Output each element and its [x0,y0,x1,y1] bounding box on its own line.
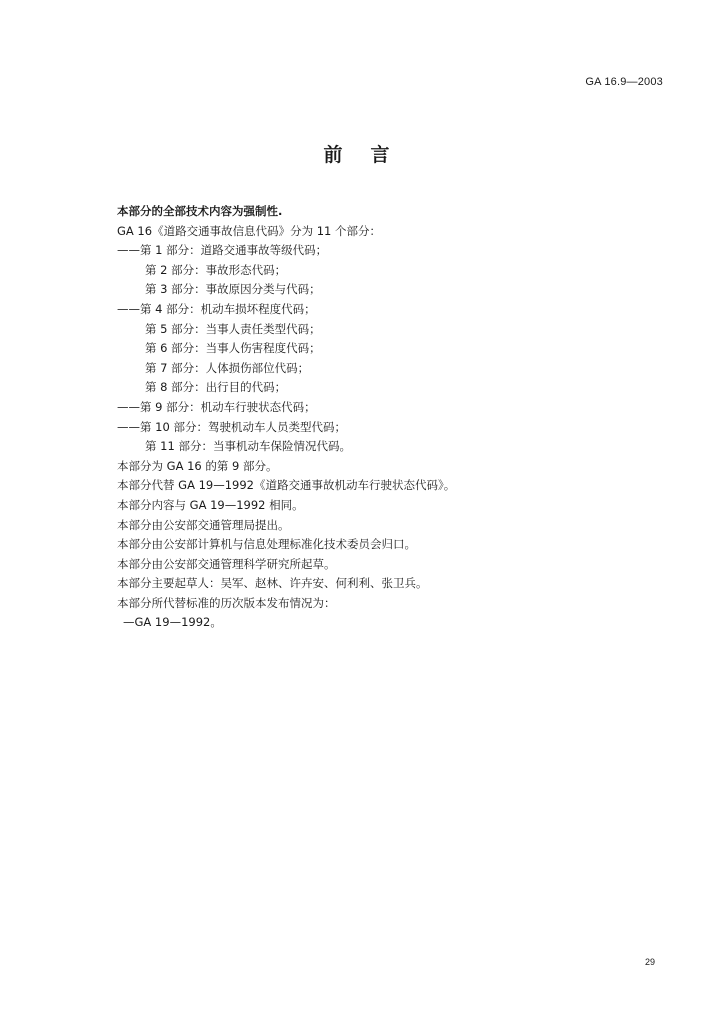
paragraph-line: 本部分由公安部计算机与信息处理标准化技术委员会归口。 [117,537,416,552]
page-title: 前言 [323,144,418,166]
paragraph-line: 本部分代替 GA 19—1992《道路交通事故机动车行驶状态代码》。 [117,478,456,493]
list-item: —GA 19—1992。 [123,615,222,630]
list-item: 第 7 部分：人体损伤部位代码； [145,360,310,375]
paragraph-line: 本部分为 GA 16 的第 9 部分。 [117,458,278,473]
paragraph-line: 本部分主要起草人：吴军、赵林、许卉安、何利利、张卫兵。 [117,576,428,591]
paragraph-line: 本部分由公安部交通管理科学研究所起草。 [117,556,336,571]
page-number: 29 [644,957,655,967]
standard-code: GA 16.9—2003 [585,76,663,88]
paragraph-line: 本部分内容与 GA 19—1992 相同。 [117,497,304,512]
list-item: 第 6 部分：当事人伤害程度代码； [145,341,321,356]
list-item: 第 5 部分：当事人责任类型代码； [145,321,321,336]
paragraph-line: GA 16《道路交通事故信息代码》分为 11 个部分： [117,223,382,238]
list-item: 第 3 部分：事故原因分类与代码； [145,282,321,297]
paragraph-line: 本部分由公安部交通管理局提出。 [117,517,290,532]
paragraph-line: 本部分的全部技术内容为强制性. [117,204,283,218]
list-item: ——第 1 部分：道路交通事故等级代码； [117,243,328,258]
list-item: 第 8 部分：出行目的代码； [145,380,287,395]
list-item: 第 2 部分：事故形态代码； [145,262,287,277]
list-item: ——第 9 部分：机动车行驶状态代码； [117,399,316,414]
list-item: ——第 10 部分：驾驶机动车人员类型代码； [117,419,346,434]
paragraph-line: 本部分所代替标准的历次版本发布情况为： [117,595,336,610]
list-item: ——第 4 部分：机动车损坏程度代码； [117,301,316,316]
list-item: 第 11 部分：当事机动车保险情况代码。 [145,439,351,454]
foreword-body [117,202,677,633]
